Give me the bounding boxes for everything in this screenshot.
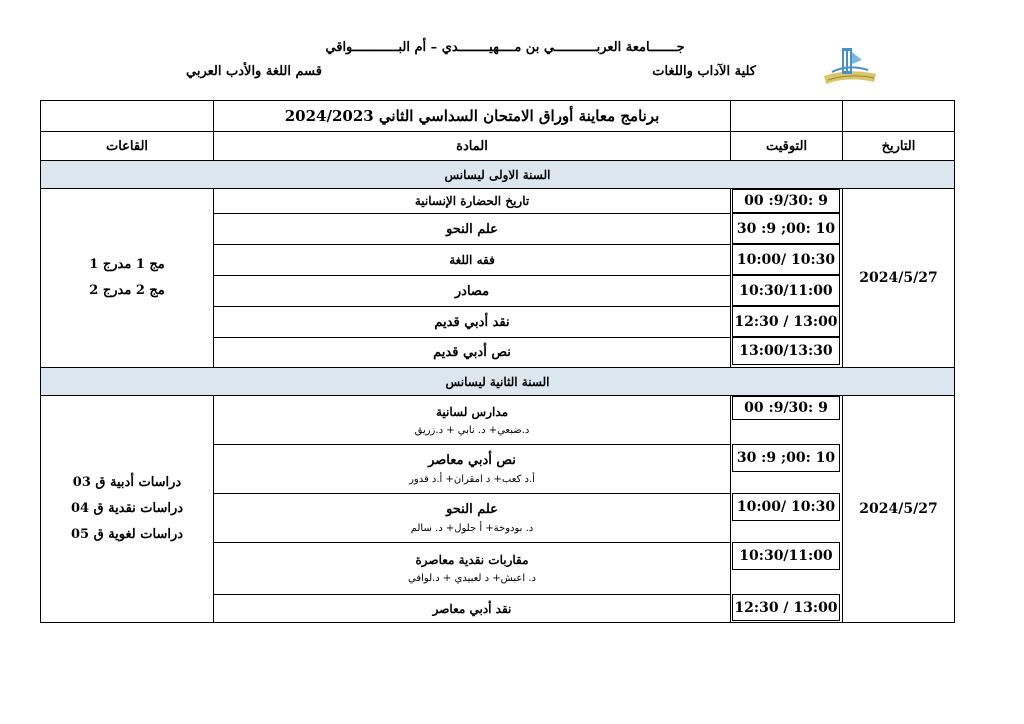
year1-subject-1: علم النحو xyxy=(213,213,731,245)
column-header-subject: المادة xyxy=(213,131,731,161)
year2-time-0: 00 :9/30: 9 xyxy=(732,396,840,420)
hall-item: دراسات لغوية ق 05 xyxy=(70,527,184,542)
year1-subject-4: نقد أدبي قديم xyxy=(213,306,731,338)
year2-time-3: 10:30/11:00 xyxy=(732,542,840,570)
hall-item: دراسات أدبية ق 03 xyxy=(72,475,182,490)
year2-row-1 xyxy=(213,444,731,494)
university-logo-icon xyxy=(818,42,880,88)
column-header-date: التاريخ xyxy=(842,131,955,161)
year2-profs-3: د. اعبش+ د لعبيدي + د.لوافي xyxy=(408,573,536,584)
year2-profs-2: د. بودوخة+ أ جلول+ د. سالم xyxy=(410,523,534,534)
year1-time-0: 00 :9/30: 9 xyxy=(732,189,840,213)
year1-time-5: 13:00/13:30 xyxy=(732,337,840,365)
table-title: برنامج معاينة أوراق الامتحان السداسي الثاني 2024/2023 xyxy=(213,100,731,132)
year2-time-4: 12:30 / 13:00 xyxy=(732,594,840,621)
faculty-name: كلية الآداب واللغات xyxy=(652,64,756,79)
hall-item: مج 2 مدرج 2 xyxy=(89,283,165,298)
column-header-time: التوقيت xyxy=(730,131,843,161)
year1-time-1: 30 :9 ;00: 10 xyxy=(732,213,840,244)
column-header-halls: القاعات xyxy=(40,131,214,161)
year1-subject-3: مصادر xyxy=(213,275,731,307)
year2-profs-0: د.ضبعي+ د. نابي + د.زريق xyxy=(414,424,530,436)
year2-section-label: السنة الثانية ليسانس xyxy=(40,367,955,396)
year1-section-label: السنة الاولى ليسانس xyxy=(40,160,955,189)
year1-subject-5: نص أدبي قديم xyxy=(213,337,731,368)
title-empty-left xyxy=(40,100,214,132)
year1-time-3: 10:30/11:00 xyxy=(732,275,840,306)
year1-subject-2: فقه اللغة xyxy=(213,244,731,276)
year2-time-1: 30 :9 ;00: 10 xyxy=(732,444,840,472)
year2-subject-3: مقاربات نقدية معاصرة xyxy=(415,553,529,567)
year2-date: 2024/5/27 xyxy=(842,395,955,623)
year2-row-3 xyxy=(213,542,731,595)
year2-subject-2: علم النحو xyxy=(446,502,498,517)
year1-halls xyxy=(40,188,214,368)
year2-subject-4: نقد أدبي معاصر xyxy=(213,594,731,623)
department-name: قسم اللغة والأدب العربي xyxy=(186,64,322,79)
exam-review-table xyxy=(40,100,955,623)
year2-subject-1: نص أدبي معاصر xyxy=(428,453,516,468)
year1-time-2: 10:00/ 10:30 xyxy=(732,244,840,275)
university-name: جـــــــامعة العربـــــــــــي بن مــــهيــــــــدي – أم البــــــــــــواقي xyxy=(325,40,685,55)
year2-row-0 xyxy=(213,395,731,445)
year1-date: 2024/5/27 xyxy=(842,188,955,368)
title-empty-right-2 xyxy=(730,100,843,132)
year2-time-2: 10:00/ 10:30 xyxy=(732,493,840,521)
year2-row-2 xyxy=(213,493,731,543)
hall-item: دراسات نقدية ق 04 xyxy=(70,501,184,516)
hall-item: مج 1 مدرج 1 xyxy=(89,257,165,272)
year2-subject-0: مدارس لسانية xyxy=(435,404,509,419)
year1-subject-0: تاريخ الحضارة الإنسانية xyxy=(213,188,731,214)
year1-time-4: 12:30 / 13:00 xyxy=(732,306,840,337)
year2-halls xyxy=(40,395,214,623)
title-empty-right-1 xyxy=(842,100,955,132)
year2-profs-1: أ.د كعب+ د امقران+ أ.د قدور xyxy=(409,474,535,485)
